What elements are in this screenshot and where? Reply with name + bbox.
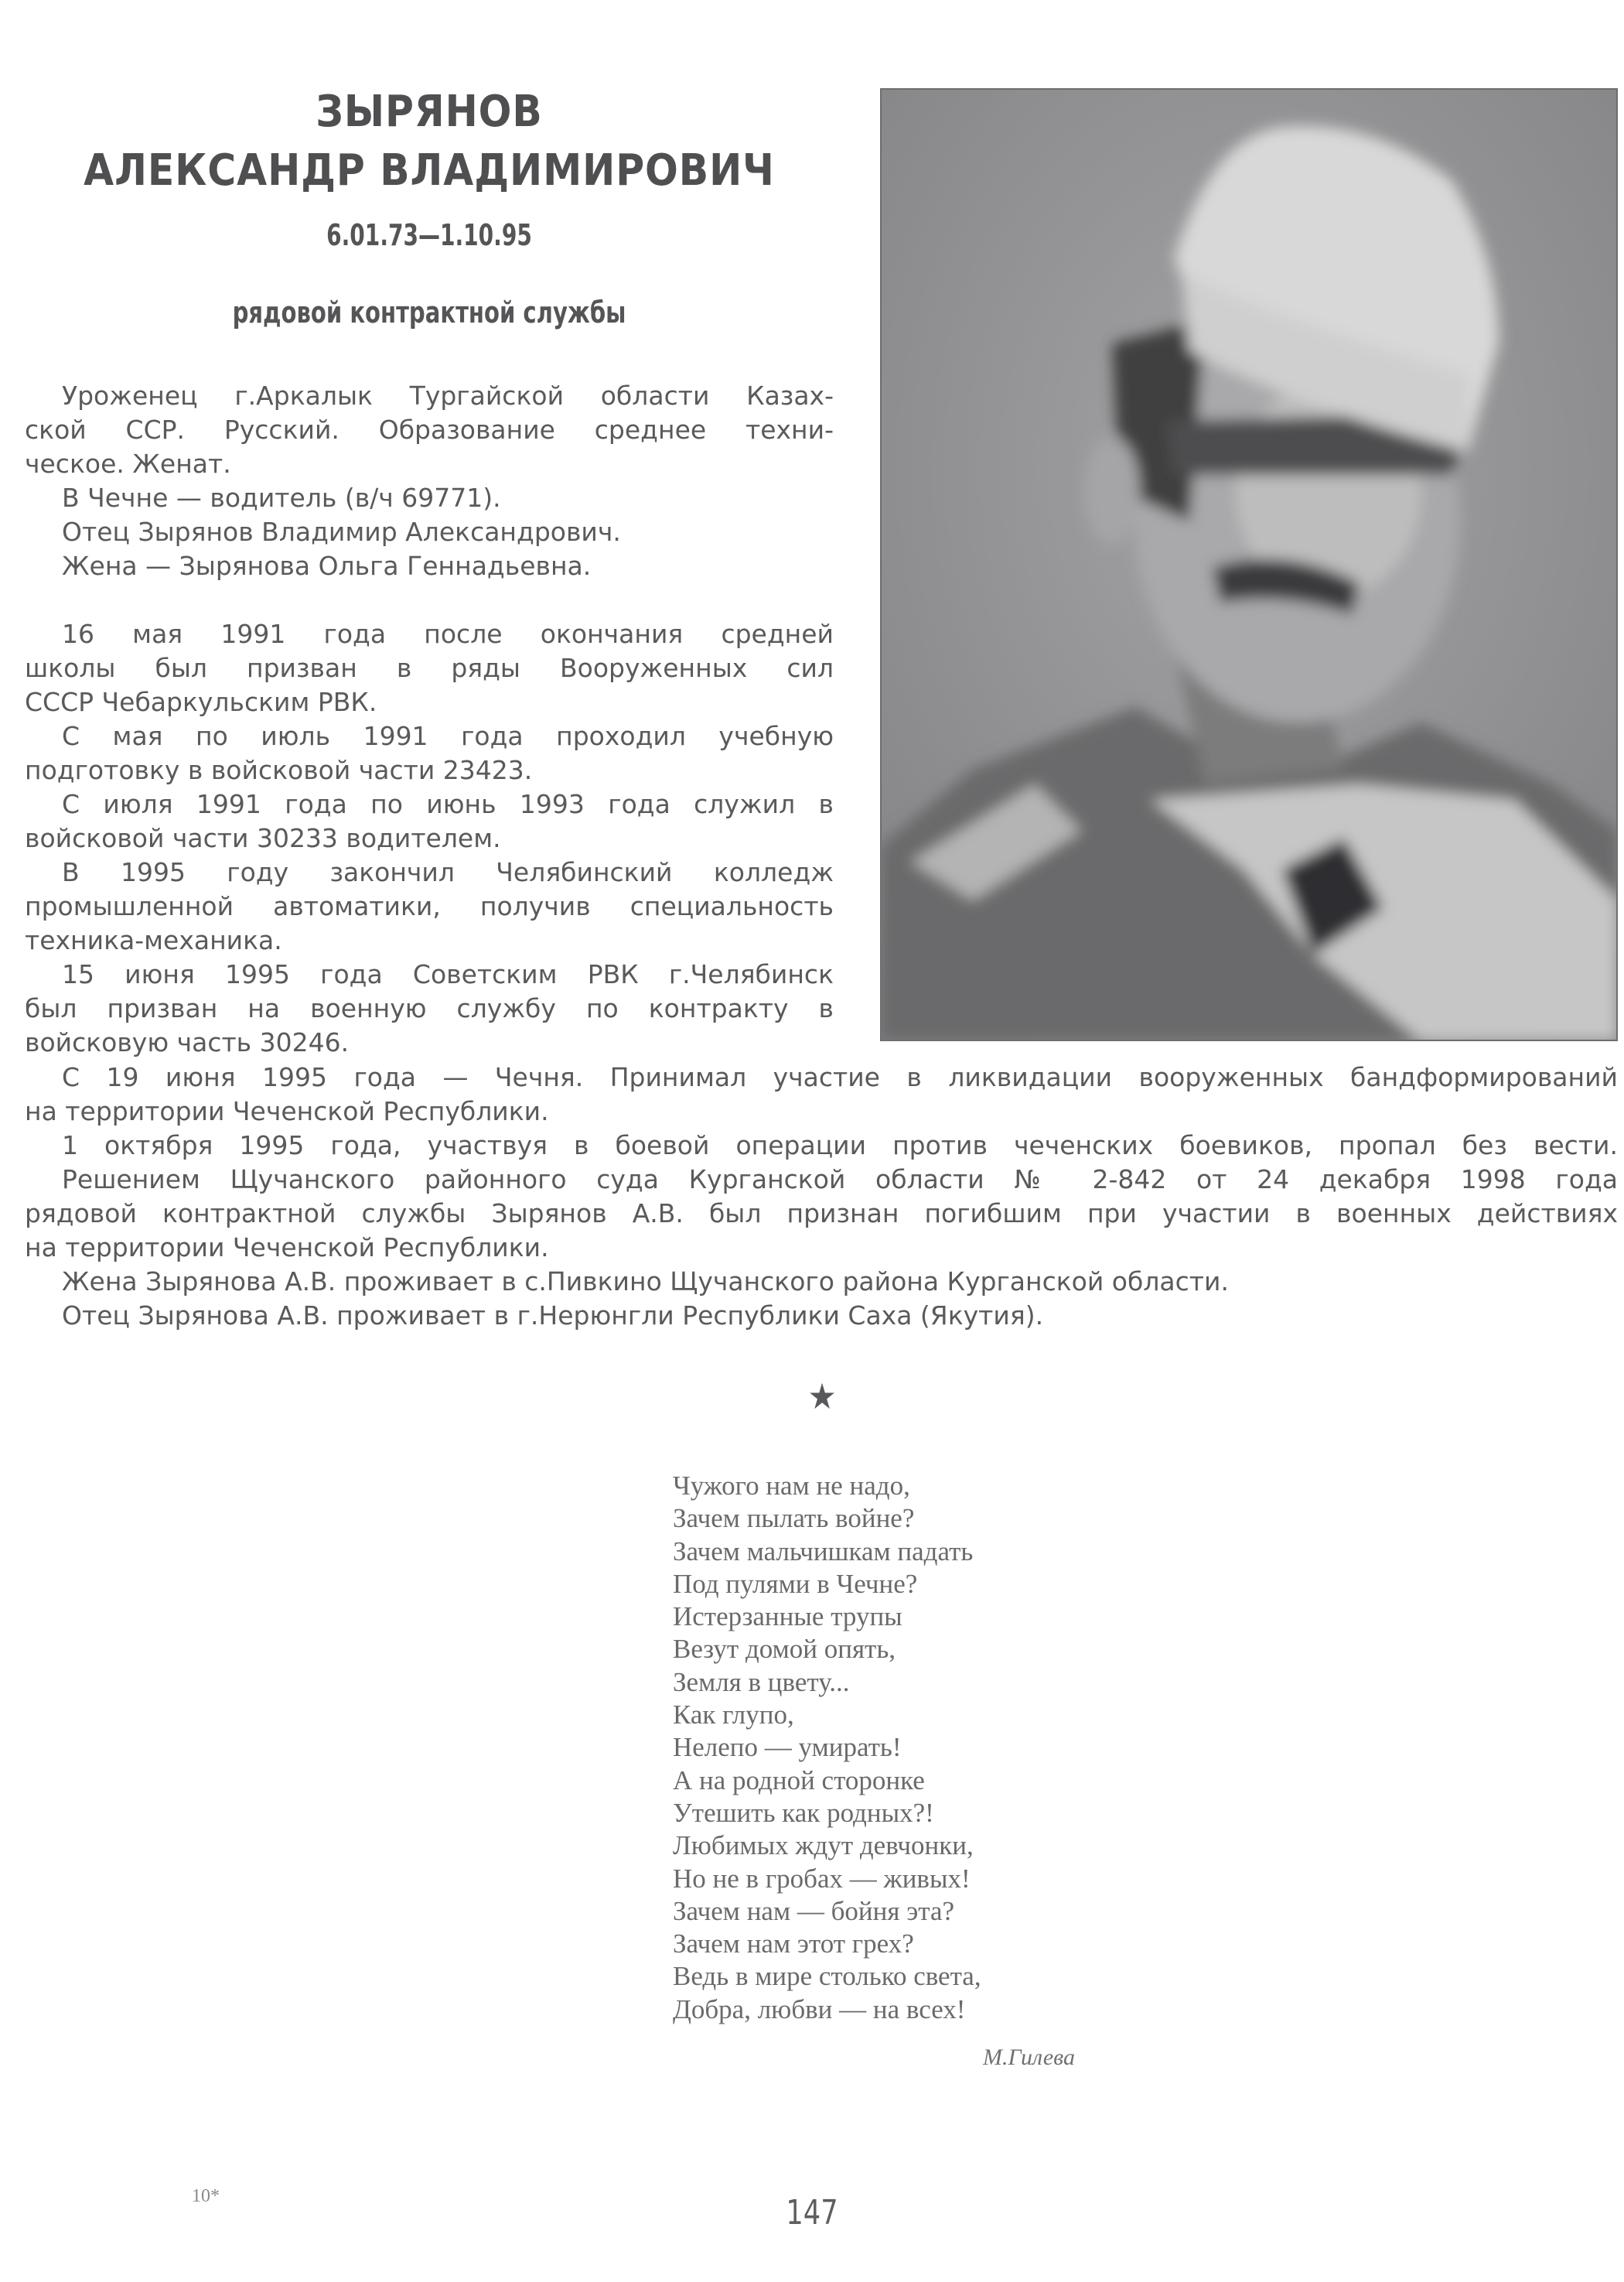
- text-line: на территории Чеченской Республики.: [25, 1232, 549, 1262]
- poem-line: Зачем мальчишкам падать: [673, 1536, 974, 1566]
- poem-line: Любимых ждут девчонки,: [673, 1830, 974, 1861]
- text-line: С мая по июль 1991 года проходил учебную: [62, 721, 834, 751]
- star-icon: ★: [807, 1375, 837, 1417]
- text-line: 1 октября 1995 года, участвуя в боевой операции против чеченских боевиков, пропал без вести.: [62, 1130, 1618, 1160]
- biography-wide-column: [25, 1061, 1618, 1333]
- portrait-image: [880, 88, 1618, 1041]
- text-line: промышленной автоматики, получив специальность: [25, 891, 834, 921]
- text-line: войсковую часть 30246.: [25, 1027, 350, 1057]
- poem-line: Истерзанные трупы: [673, 1601, 902, 1632]
- poem-line: Добра, любви — на всех!: [673, 1993, 966, 2024]
- poem-line: Но не в гробах — живых!: [673, 1863, 971, 1894]
- poem-line: Под пулями в Чечне?: [673, 1568, 918, 1599]
- poem-line: Зачем нам — бойня эта?: [673, 1895, 955, 1926]
- poem-line: Чужого нам не надо,: [673, 1471, 910, 1501]
- page-number: 147: [786, 2193, 838, 2232]
- text-line: школы был призван в ряды Вооруженных сил: [25, 653, 834, 683]
- text-line: ческое. Женат.: [25, 449, 231, 479]
- poem-line: Утешить как родных?!: [673, 1797, 934, 1828]
- text-line: 16 мая 1991 года после окончания средней: [62, 619, 834, 649]
- text-line: рядовой контрактной службы Зырянов А.В. был признан погибшим при участии в военных действиях: [25, 1198, 1618, 1228]
- poem-line: Как глупо,: [673, 1700, 794, 1730]
- poem-line: Зачем пылать войне?: [673, 1503, 915, 1534]
- text-line: Решением Щучанского районного суда Курганской области № 2-842 от 24 декабря 1998 года: [62, 1164, 1618, 1194]
- poem-line: Ведь в мире столько света,: [673, 1961, 981, 1992]
- text-line: Жена Зырянова А.В. проживает в с.Пивкино Щучанского района Курганской области.: [62, 1266, 1229, 1296]
- poem-line: А на родной сторонке: [673, 1764, 925, 1795]
- text-line: техника-механика.: [25, 925, 282, 955]
- poem-author: М.Гилева: [983, 2045, 1075, 2070]
- text-line: Уроженец г.Аркалык Тургайской области Казах-: [62, 381, 834, 411]
- text-line: был призван на военную службу по контракту в: [25, 993, 834, 1023]
- text-line: Отец Зырянова А.В. проживает в г.Нерюнгли Республики Саха (Якутия).: [62, 1300, 1044, 1331]
- text-line: [25, 583, 834, 617]
- printer-signature-mark: 10*: [192, 2186, 220, 2206]
- text-line: СССР Чебаркульским РВК.: [25, 687, 377, 717]
- text-line: В 1995 году закончил Челябинский колледж: [62, 857, 834, 887]
- text-line: С 19 июня 1995 года — Чечня. Принимал участие в ликвидации вооруженных бандформирований: [62, 1062, 1618, 1092]
- surname-heading: ЗЫРЯНОВ: [316, 87, 543, 137]
- rank-label: рядовой контрактной службы: [232, 295, 626, 330]
- text-line: С июля 1991 года по июнь 1993 года служил в: [62, 789, 834, 819]
- text-line: на территории Чеченской Республики.: [25, 1096, 549, 1126]
- poem-line: Земля в цвету...: [673, 1666, 850, 1697]
- text-line: 15 июня 1995 года Советским РВК г.Челябинск: [62, 959, 834, 989]
- poem-line: Везут домой опять,: [673, 1634, 896, 1665]
- poem-line: Нелепо — умирать!: [673, 1732, 902, 1763]
- text-line: ской ССР. Русский. Образование среднее техни-: [25, 415, 834, 445]
- text-line: Отец Зырянов Владимир Александрович.: [62, 517, 621, 547]
- poem-line: Зачем нам этот грех?: [673, 1928, 914, 1959]
- text-line: В Чечне — водитель (в/ч 69771).: [62, 483, 501, 513]
- biography-narrow-column: [25, 379, 834, 1060]
- portrait-photo: [880, 88, 1618, 1041]
- text-line: Жена — Зырянова Ольга Геннадьевна.: [62, 551, 592, 581]
- text-line: войсковой части 30233 водителем.: [25, 823, 501, 853]
- given-names-heading: АЛЕКСАНДР ВЛАДИМИРОВИЧ: [84, 145, 775, 196]
- text-line: подготовку в войсковой части 23423.: [25, 755, 533, 785]
- poem: [673, 1470, 981, 2026]
- life-dates: 6.01.73—1.10.95: [326, 218, 532, 252]
